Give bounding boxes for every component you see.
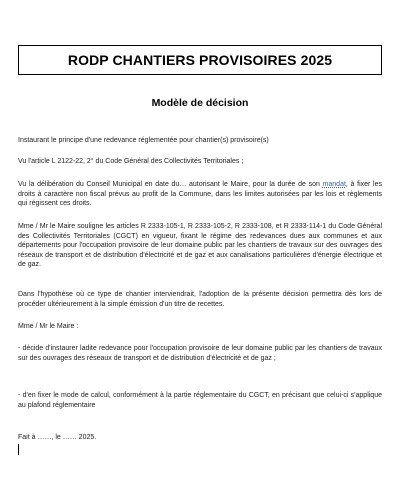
signature-line: Fait à ……, le …… 2025. — [18, 434, 97, 441]
decision-item-2: - d'en fixer le mode de calcul, conformément à la partie réglementaire du CGCT, en précisant que celui-ci s'applique au plafond réglementaire — [18, 392, 382, 409]
hypothesis-paragraph: Dans l'hypothèse où ce type de chantier interviendrait, l'adoption de la présente décision permettra dès lors de procéder ultérieurement à la simple émission d'un titre de recettes. — [18, 291, 382, 308]
legal-reference-paragraph: Vu l'article L 2122-22, 2° du Code Général des Collectivités Territoriales ; — [18, 158, 244, 165]
intro-paragraph: Instaurant le principe d'une redevance réglementée pour chantier(s) provisoire(s) — [18, 137, 269, 144]
deliberation-paragraph — [18, 180, 382, 209]
decision-item-1: - décide d'instaurer ladite redevance pour l'occupation provisoire de leur domaine public par les chantiers de travaux sur des ouvrages des réseaux de transport et de distribution d'électricité et de gaz ; — [18, 345, 382, 362]
deliberation-text-end: , à fixer les droits à caractère non fiscal prévus au profit de la Commune, dans les limites autorisées par les lois et règlements qui régissent ces droits. — [18, 181, 382, 208]
articles-paragraph: Mme / Mr le Maire souligne les articles R 2333-105-1, R 2333-105-2, R 2333-108, et R 2333-114-1 du Code Général des Collectivités Territoriales (CGCT) en vigueur, fixant le régime des redevances dues aux communes et aux départements pour l'occupation provisoire de leur domaine public par les chantiers de travaux sur des ouvrages des réseaux de transport et de distribution d'électricité et de gaz et aux canalisations particulières d'énergie électrique et de gaz. — [18, 223, 382, 269]
deliberation-text-start: Vu la délibération du Conseil Municipal en date du… autorisant le Maire, pour la durée de son — [18, 181, 320, 188]
document-subtitle: Modèle de décision — [151, 97, 249, 109]
text-cursor — [18, 444, 19, 455]
document-title: RODP CHANTIERS PROVISOIRES 2025 — [67, 52, 333, 68]
title-box — [18, 45, 382, 75]
mandat-word: mandat — [322, 181, 346, 188]
mayor-heading: Mme / Mr le Maire : — [18, 323, 79, 330]
